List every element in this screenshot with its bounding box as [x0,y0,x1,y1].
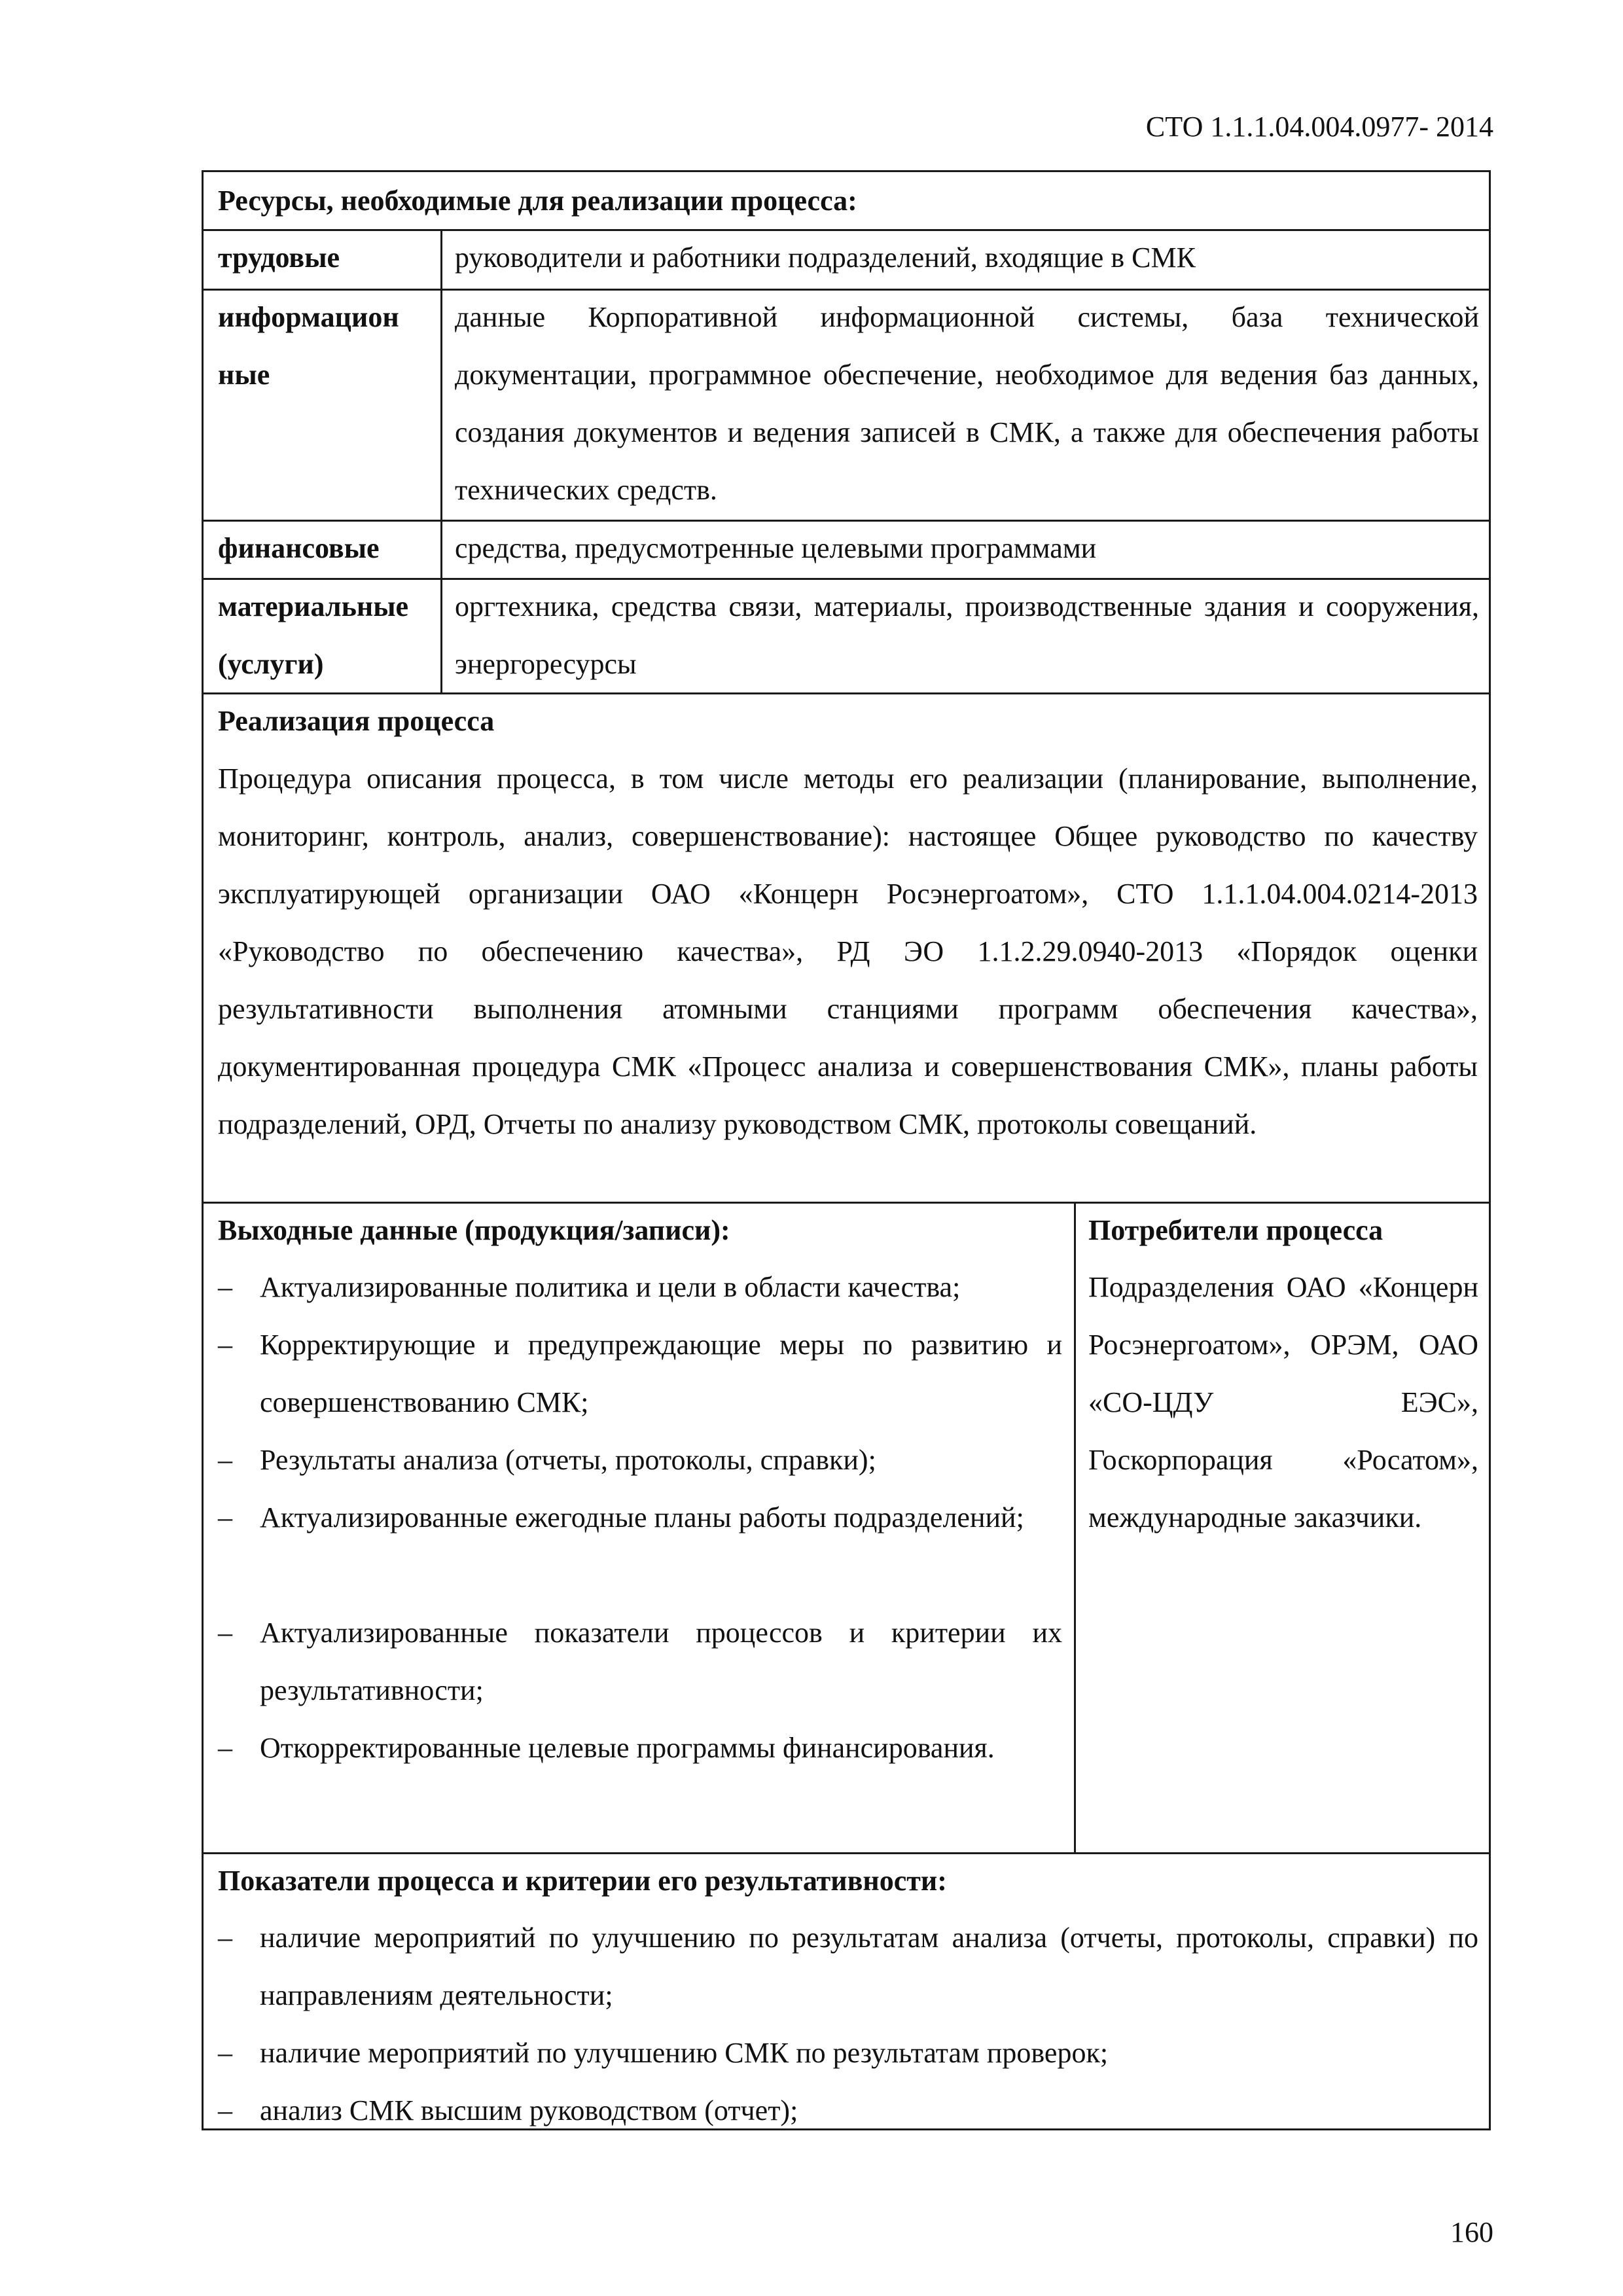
implementation-text: Процедура описания процесса, в том числе методы его реализации (планирование, выполнение, мониторинг, контроль, анализ, совершенствование): настоящее Общее руководство по качеству эксплуатирующей организации ОАО «Концерн Росэнергоатом», СТО 1.1.1.04.004.0214-2013 «Руководство по обеспечению качества», РД ЭО 1.1.2.29.0940-2013 «Порядок оценки результативности выполнения атомными станциями программ обеспечения качества», документированная процедура СМК «Процесс анализа и совершенствования СМК», планы работы подразделений, ОРД, Отчеты по анализу руководством СМК, протоколы совещаний. [218,762,1478,1140]
dash-marker: – [218,1329,232,1361]
resource-label-material-line1: материальные [218,590,409,622]
resource-label-material-line2: (услуги) [218,648,324,680]
resource-text-labor: руководители и работники подразделений, входящие в СМК [455,242,1196,274]
document-code: СТО 1.1.1.04.004.0977- 2014 [1145,111,1493,143]
dash-marker: – [218,1501,232,1534]
dash-marker: – [218,1617,232,1649]
outputs-item: – Актуализированные ежегодные планы работы подразделений; [207,1489,1062,1604]
process-table [202,170,1491,2130]
outputs-item: – Корректирующие и предупреждающие меры по развитию и совершенствованию СМК; [207,1316,1062,1431]
resource-text-info: данные Корпоративной информационной системы, база технической документации, программное обеспечение, необходимое для ведения баз данных, создания документов и ведения записей в СМК, а также для обеспечения работы технических средств. [455,301,1479,506]
outputs-list [207,1259,1062,1835]
outputs-title: Выходные данные (продукция/записи): [218,1214,730,1246]
outputs-item: – Откорректированные целевые программы финансирования. [207,1719,1062,1835]
dash-marker: – [218,1444,232,1476]
page-number: 160 [1450,2216,1493,2248]
dash-marker: – [218,1732,232,1764]
dash-marker: – [218,1271,232,1303]
consumers-text: Подразделения ОАО «Концерн Росэнергоатом», ОРЭМ, ОАО «СО-ЦДУ ЕЭС», Госкорпорация «Росатом», международные заказчики. [1088,1271,1478,1534]
indicators-list [207,1909,1478,2140]
indicators-item: – анализ СМК высшим руководством (отчет); [207,2082,1478,2140]
resource-label-info [218,289,434,404]
dash-marker: – [218,2037,232,2069]
indicators-item: – наличие мероприятий по улучшению по результатам анализа (отчеты, протоколы, справки) по направлениям деятельности; [207,1909,1478,2024]
outputs-item: – Результаты анализа (отчеты, протоколы, справки); [207,1431,1062,1489]
resource-label-info-line2: ные [218,359,270,391]
resource-text-finance: средства, предусмотренные целевыми программами [455,532,1097,564]
outputs-item: – Актуализированные показатели процессов и критерии их результативности; [207,1604,1062,1719]
dash-marker: – [218,1922,232,1954]
indicators-title: Показатели процесса и критерии его результативности: [218,1865,947,1897]
resources-title: Ресурсы, необходимые для реализации процесса: [218,185,857,217]
resource-label-material [218,578,440,693]
resources-column-divider [440,229,442,692]
implementation-title: Реализация процесса [218,705,495,737]
resource-label-labor: трудовые [218,242,340,274]
outputs-item: – Актуализированные политика и цели в области качества; [207,1259,1062,1316]
resource-label-finance: финансовые [218,532,380,564]
outputs-column-divider [1074,1202,1076,1852]
indicators-item: – наличие мероприятий по улучшению СМК по результатам проверок; [207,2024,1478,2082]
resource-label-info-line1: информацион [218,301,399,333]
resource-text-material: оргтехника, средства связи, материалы, производственные здания и сооружения, энергоресурсы [455,590,1479,680]
consumers-title: Потребители процесса [1088,1214,1383,1246]
dash-marker: – [218,2094,232,2126]
